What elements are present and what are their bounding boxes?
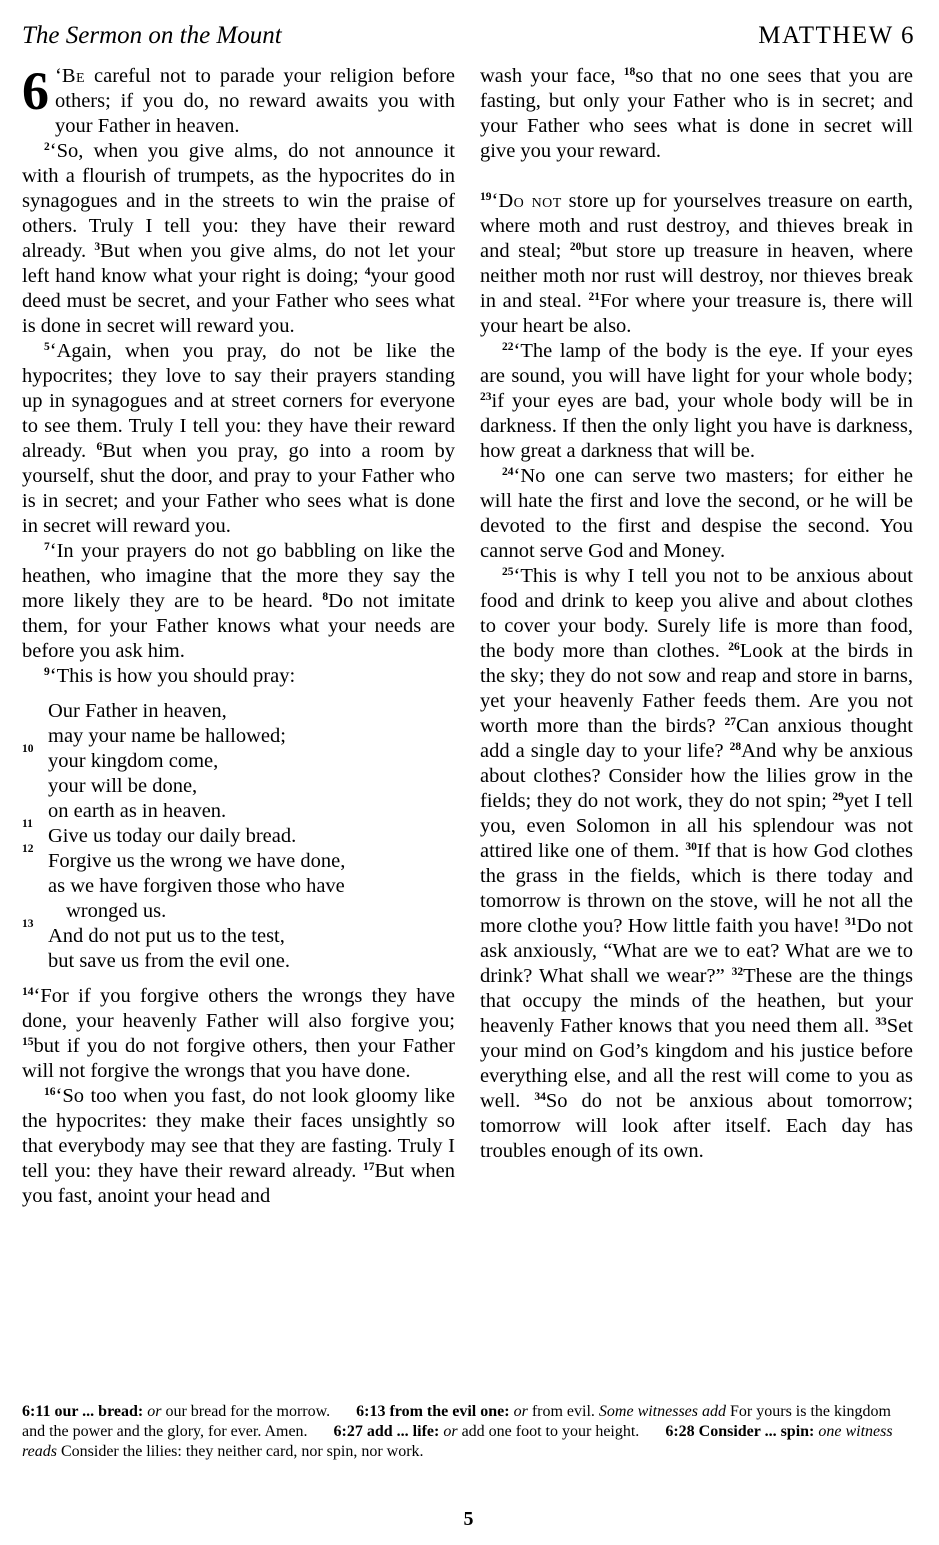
verse-number: 34: [534, 1091, 546, 1103]
bible-page: [22, 20, 915, 1530]
prayer-line: wronged us.: [66, 900, 167, 922]
verse-number: 16: [44, 1086, 56, 1098]
verse-22: $^{22}$‘The lamp of the body is the eye. If your eyes are sound, you will have light for your whole body; $^{23}$if your eyes are bad, your whole body will be in darkness. If then the only light you have is darkness, how great a darkness that will be.: [480, 340, 913, 462]
verse-19: $^{19}$‘Do not store up for yourselves treasure on earth, where moth and rust destroy, and thieves break in and steal; $^{20}$but store up treasure in heaven, where neither moth nor rust will destroy, nor thieves break in and steal. $^{21}$For where your treasure is, there will your heart be also.: [480, 190, 913, 337]
verse-number: 29: [832, 791, 844, 803]
verse-1: 6 ‘Be careful not to parade your religion before others; if you do, no reward awaits you with your Father in heaven.: [22, 61, 455, 137]
verse-number: 5: [44, 341, 50, 353]
prayer-line: but save us from the evil one.: [48, 950, 290, 972]
verse-16: $^{16}$‘So too when you fast, do not look gloomy like the hypocrites: they make their faces unsightly so that everybody may see that they are fasting. Truly I tell you: they have their reward already. $^{17}$But when you fast, anoint your head and: [22, 1085, 455, 1207]
left-column: [22, 61, 456, 1209]
verse-5: $^5$‘Again, when you pray, do not be like the hypocrites; they love to say their prayers standing up in synagogues and at street corners for everyone to see them. Truly I tell you: they have their reward already. $^6$But when you pray, go into a room by yourself, shut the door, and pray to your Father who is in secret; and your Father who sees what is done in secret will reward you.: [22, 340, 455, 537]
verse-number: 14: [22, 986, 34, 998]
prayer-line: 13 And do not put us to the test,: [22, 918, 285, 947]
prayer-line: 10 your kingdom come,: [22, 743, 219, 772]
prayer-line: as we have forgiven those who have: [48, 875, 345, 897]
footnote: 6:27 add ... life: or add one foot to your height.: [333, 1423, 640, 1440]
lords-prayer: [22, 699, 455, 974]
verse-number: 18: [623, 66, 636, 78]
page-number: 5: [463, 1508, 474, 1530]
verse-number: 30: [685, 841, 697, 853]
verse-number: 24: [502, 466, 514, 478]
chapter-number: 6: [22, 61, 49, 121]
prayer-line: Our Father in heaven,: [48, 700, 227, 722]
footnotes: [22, 1402, 915, 1462]
verse-number: 20: [569, 241, 582, 253]
verse-number: 25: [502, 566, 514, 578]
footnote: 6:11 our ... bread: or our bread for the morrow.: [22, 1403, 331, 1420]
verse-number: 4: [364, 266, 371, 278]
verse-number: 19: [480, 191, 492, 203]
right-column: [480, 64, 913, 1164]
verse-number: 15: [22, 1036, 34, 1048]
verse-number: 2: [44, 141, 50, 153]
verse-number: 28: [729, 741, 742, 753]
running-title: The Sermon on the Mount: [22, 22, 282, 49]
verse-number: 33: [875, 1016, 887, 1028]
verse-number: 8: [322, 591, 329, 603]
verse-number: 26: [728, 641, 740, 653]
verse-number: 22: [502, 341, 514, 353]
verse-number: 7: [44, 541, 50, 553]
verse-number: 23: [480, 391, 492, 403]
verse-25: $^{25}$‘This is why I tell you not to be anxious about food and drink to keep you alive and about clothes to cover your body. Surely life is more than food, the body more than clothes. $^{26}$Look at the birds in the sky; they do not sow and reap and store in barns, yet your heavenly Father feeds them. Are you not worth more than the birds? $^{27}$Can anxious thought add a single day to your life? $^{28}$And why be anxious about clothes? Consider how the lilies grow in the fields; they do not work, they do not spin; $^{29}$yet I tell you, even Solomon in all his splendour was not attired like one of them. $^{30}$If that is how God clothes the grass in the fields, which is there today and tomorrow is thrown on the stove, will he not all the more clothe you? How little faith you have! $^{31}$Do not ask anxiously, “What are we to eat? What are we to drink? What shall we wear?” $^{32}$These are the things that occupy the minds of the heathen, but your heavenly Father knows that you need them all. $^{33}$Set your mind on God’s kingdom and his justice before everything else, and all the rest will come to you as well. $^{34}$So do not be anxious about tomorrow; tomorrow will look after itself. Each day has troubles enough of its own.: [480, 565, 914, 1162]
footnote: 6:13 from the evil one: or from evil. Some witnesses add For yours is the kingdom and the power and the glory, for ever. Amen.: [22, 1403, 891, 1440]
verse-7: $^7$‘In your prayers do not go babbling on like the heathen, who imagine that the more they say the more likely they are to be heard. $^8$Do not imitate them, for your Father knows what your needs are before you ask him.: [22, 540, 455, 662]
prayer-line: 11 Give us today our daily bread.: [22, 818, 297, 847]
prayer-line: your will be done,: [48, 775, 198, 797]
verse-17-continued: wash your face, $^{18}$so that no one sees that you are fasting, but only your Father who is in secret; and your Father who sees what is done in secret will give you your reward.: [480, 65, 913, 162]
verse-9: $^9$‘This is how you should pray:: [44, 665, 296, 687]
verse-number: 9: [44, 666, 50, 678]
verse-number: 31: [845, 916, 857, 928]
page-header: [22, 20, 915, 56]
verse-14: $^{14}$‘For if you forgive others the wrongs they have done, your heavenly Father will also forgive you; $^{15}$but if you do not forgive others, then your Father will not forgive the wrongs that you have done.: [22, 985, 455, 1082]
footnote: 6:28 Consider ... spin: one witness reads Consider the lilies: they neither card, nor spin, nor work.: [22, 1423, 893, 1460]
verse-24: $^{24}$‘No one can serve two masters; for either he will hate the first and love the second, or he will be devoted to the first and despise the second. You cannot serve God and Money.: [480, 465, 913, 562]
prayer-line: may your name be hallowed;: [48, 725, 286, 747]
book-chapter-heading: MATTHEW 6: [758, 22, 915, 49]
verse-number: 3: [94, 241, 101, 253]
verse-number: 21: [588, 291, 600, 303]
verse-number: 17: [362, 1161, 375, 1173]
verse-number: 32: [731, 966, 744, 978]
verse-number: 27: [724, 716, 736, 728]
prayer-line: 12 Forgive us the wrong we have done,: [22, 843, 346, 872]
prayer-line: on earth as in heaven.: [48, 800, 227, 822]
verse-number: 6: [96, 441, 103, 453]
verse-2: $^2$‘So, when you give alms, do not announce it with a flourish of trumpets, as the hypocrites do in synagogues and in the streets to win the praise of others. Truly I tell you: they have their reward already. $^3$But when you give alms, do not let your left hand know what your right is doing; $^4$your good deed must be secret, and your Father who sees what is done in secret will reward you.: [22, 140, 456, 337]
